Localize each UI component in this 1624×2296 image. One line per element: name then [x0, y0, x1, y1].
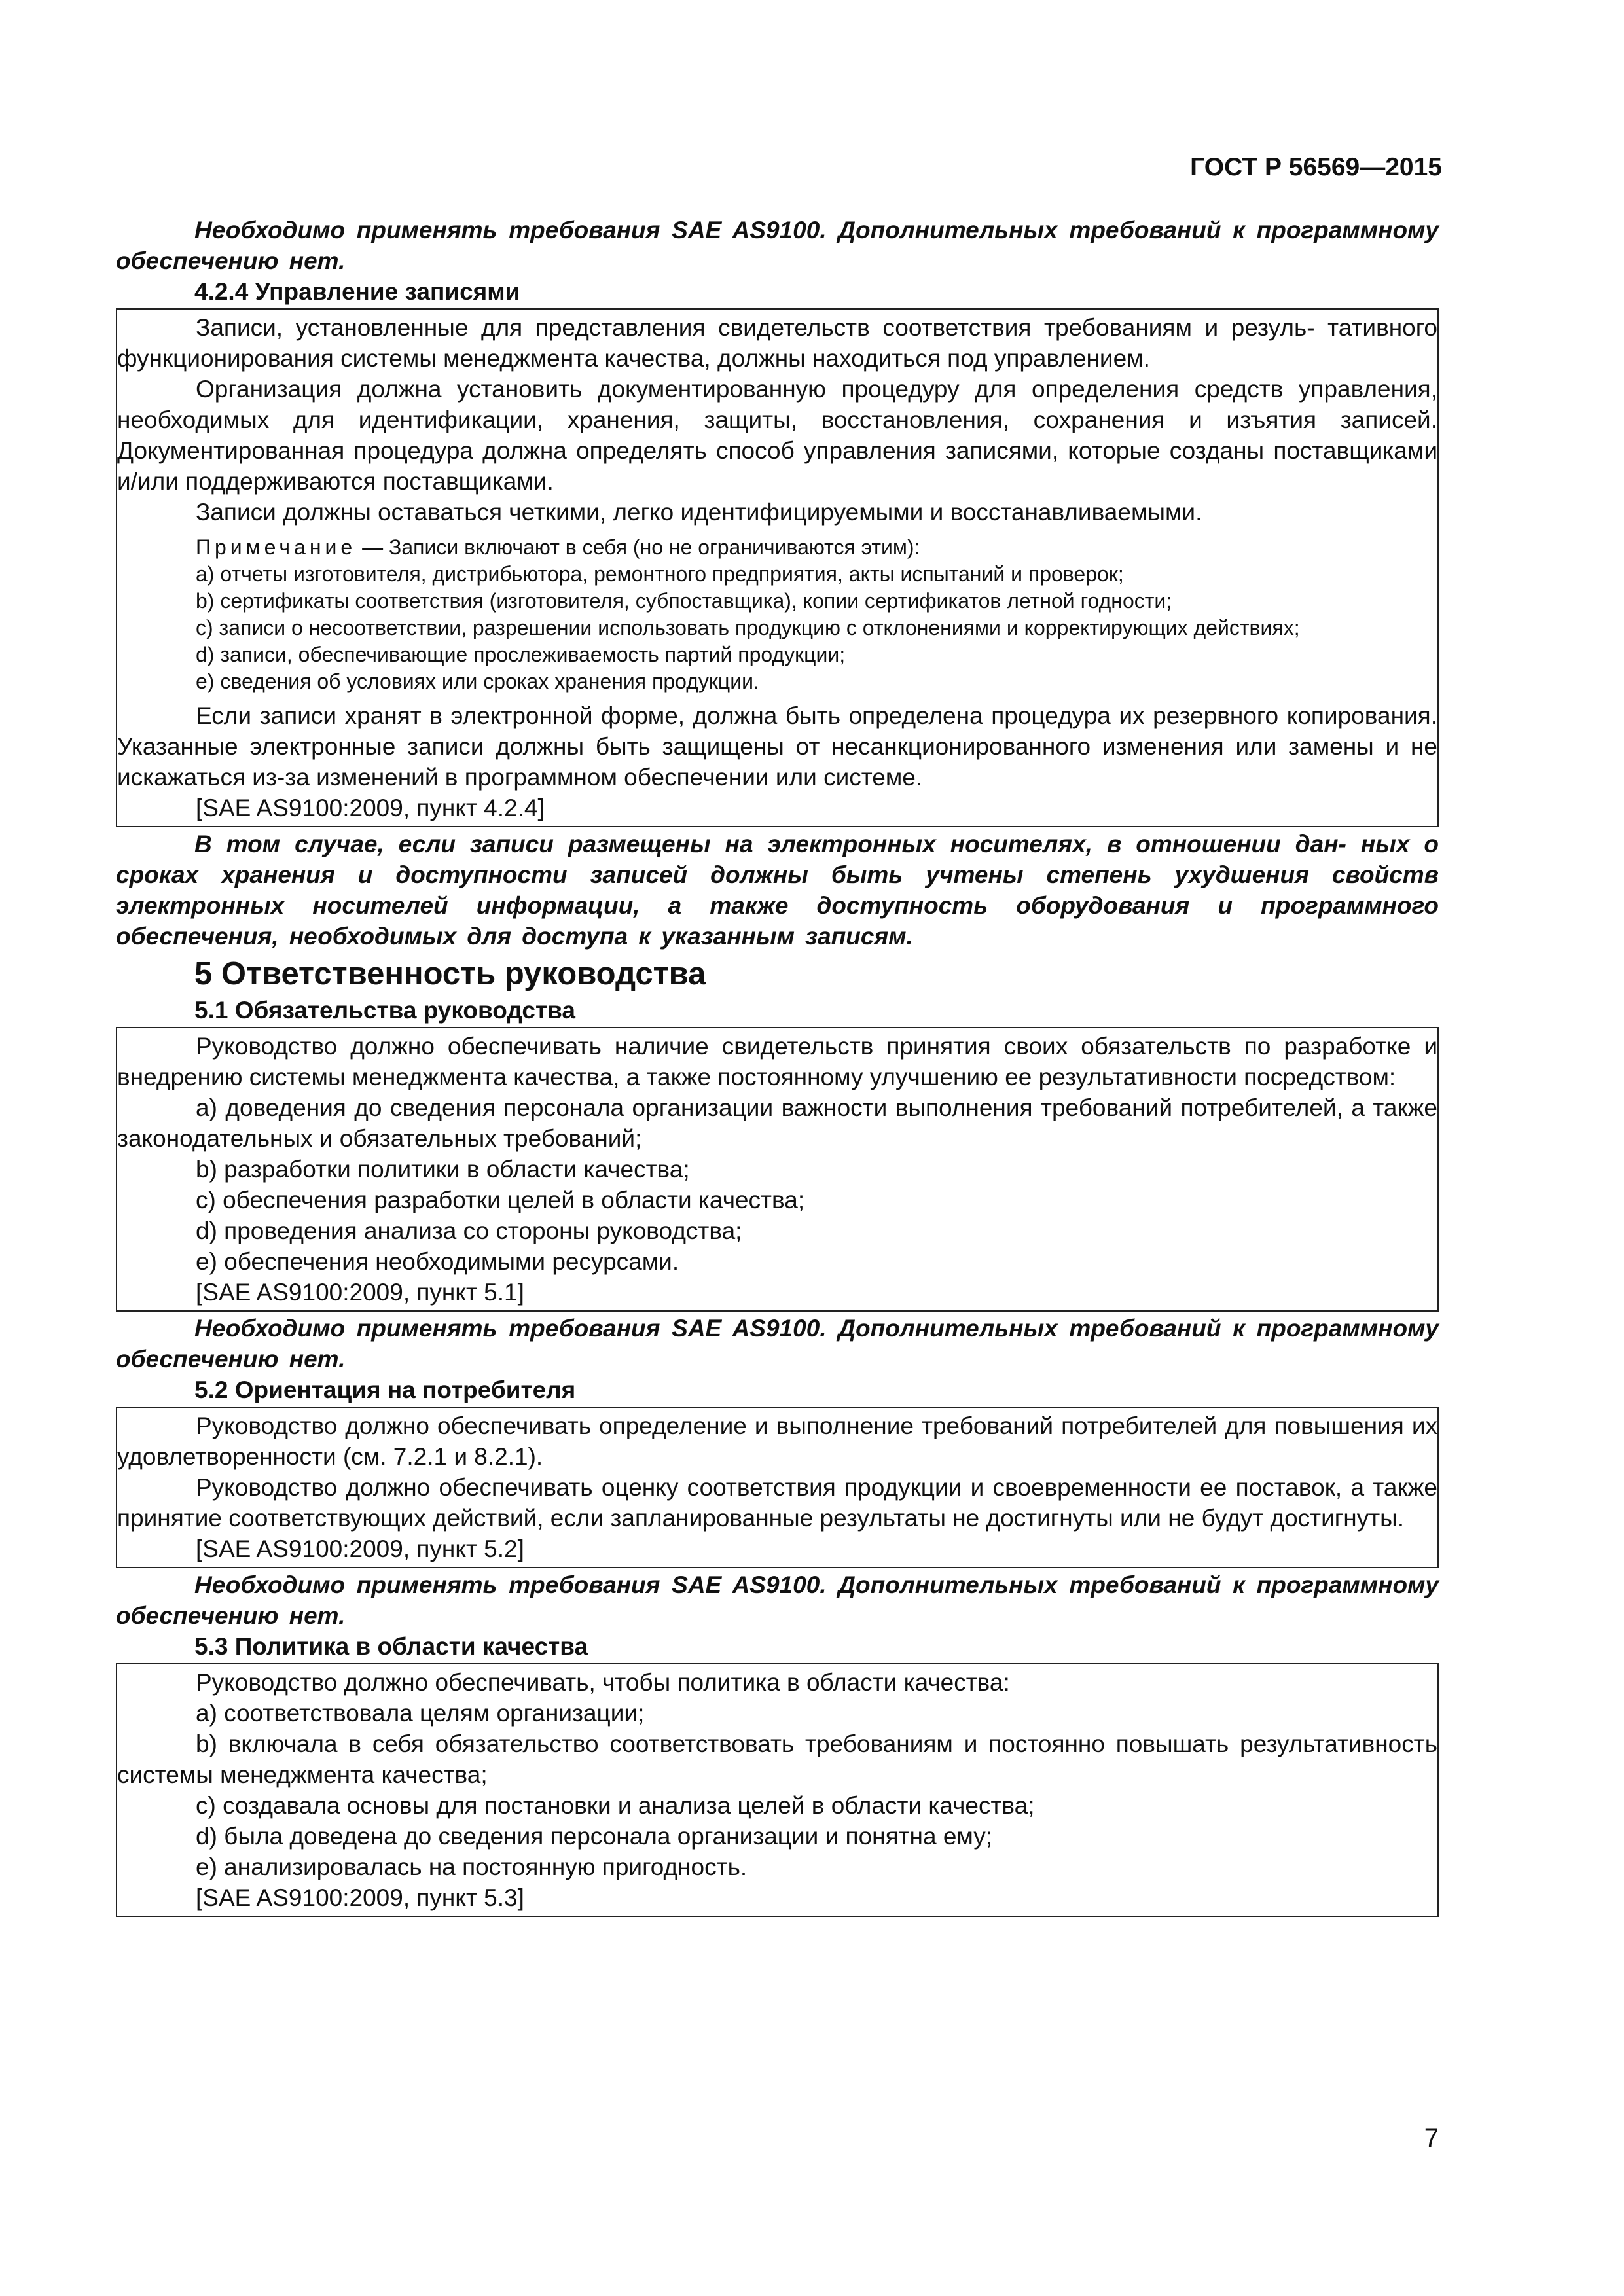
- box1-note-item-c: c) записи о несоответствии, разрешении использовать продукцию с отклонениями и корректирующих действиях;: [196, 616, 1300, 639]
- requirement-note-1: Необходимо применять требования SAE AS9100. Дополнительных требований к программному обеспечению нет.: [116, 217, 1439, 274]
- box1-paragraph-2: Организация должна установить документированную процедуру для определения средств управления, необходимых для идентификации, хранения, защиты, восстановления, сохранения и изъятия записей. Документированная процедура должна определять способ управления записями, которые созданы поставщиками и/или поддерживаются поставщиками.: [117, 376, 1437, 495]
- box2-reference: [SAE AS9100:2009, пункт 5.1]: [196, 1279, 524, 1306]
- box4-reference: [SAE AS9100:2009, пункт 5.3]: [196, 1884, 524, 1911]
- box1-paragraph-4: Если записи хранят в электронной форме, должна быть определена процедура их резервного копирования. Указанные электронные записи должны быть защищены от несанкционированного изменения или замены и не искажаться из-за изменений в программном обеспечении или системе.: [117, 702, 1437, 791]
- section-4-2-4-title: 4.2.4 Управление записями: [194, 278, 520, 305]
- box1-paragraph-1: Записи, установленные для представления свидетельств соответствия требованиям и резуль- тативного функционирования системы менеджмента качества, должны находиться под управлением.: [117, 314, 1437, 372]
- section-5-3-title: 5.3 Политика в области качества: [194, 1633, 588, 1660]
- box4-item-b: b) включала в себя обязательство соответствовать требованиям и постоянно повышать результативность системы менеджмента качества;: [117, 1731, 1437, 1788]
- box4-item-c: c) создавала основы для постановки и анализа целей в области качества;: [196, 1792, 1035, 1819]
- box1-note-item-a: a) отчеты изготовителя, дистрибьютора, ремонтного предприятия, акты испытаний и проверок;: [196, 562, 1124, 586]
- box2-item-d: d) проведения анализа со стороны руководства;: [196, 1217, 742, 1244]
- quoted-requirement-box-5-3: [116, 1663, 1439, 1917]
- box4-item-e: e) анализировалась на постоянную пригодность.: [196, 1854, 748, 1880]
- box1-reference: [SAE AS9100:2009, пункт 4.2.4]: [196, 795, 545, 821]
- box4-item-d: d) была доведена до сведения персонала организации и понятна ему;: [196, 1823, 993, 1850]
- section-5-title: 5 Ответственность руководства: [194, 956, 706, 992]
- box2-item-b: b) разработки политики в области качества;: [196, 1156, 690, 1183]
- requirement-note-3: Необходимо применять требования SAE AS9100. Дополнительных требований к программному обеспечению нет.: [116, 1571, 1439, 1629]
- box1-note-item-b: b) сертификаты соответствия (изготовителя, субпоставщика), копии сертификатов летной годности;: [196, 589, 1172, 613]
- document-code: ГОСТ Р 56569—2015: [1190, 153, 1442, 181]
- box3-paragraph-1: Руководство должно обеспечивать определение и выполнение требований потребителей для повышения их удовлетворенности (см. 7.2.1 и 8.2.1).: [117, 1412, 1437, 1470]
- box1-note-item-e: e) сведения об условиях или сроках хранения продукции.: [196, 670, 759, 693]
- section-5-1-title: 5.1 Обязательства руководства: [194, 997, 575, 1024]
- page-content: [116, 215, 1439, 1918]
- box2-paragraph-1: Руководство должно обеспечивать наличие свидетельств принятия своих обязательств по разработке и внедрению системы менеджмента качества, а также постоянному улучшению ее результативности посредством:: [117, 1033, 1437, 1090]
- box1-note-item-d: d) записи, обеспечивающие прослеживаемость партий продукции;: [196, 643, 846, 666]
- box1-note-heading: [117, 534, 1437, 561]
- quoted-requirement-box-5-2: [116, 1407, 1439, 1568]
- box2-item-a: a) доведения до сведения персонала организации важности выполнения требований потребителей, а также законодательных и обязательных требований;: [117, 1094, 1437, 1152]
- box2-item-c: c) обеспечения разработки целей в области качества;: [196, 1187, 805, 1213]
- quoted-requirement-box-4-2-4: [116, 308, 1439, 827]
- page-number: 7: [1424, 2124, 1439, 2153]
- section-5-2-title: 5.2 Ориентация на потребителя: [194, 1376, 576, 1403]
- box4-paragraph-1: Руководство должно обеспечивать, чтобы политика в области качества:: [196, 1669, 1010, 1696]
- box3-reference: [SAE AS9100:2009, пункт 5.2]: [196, 1535, 524, 1562]
- note-intro: — Записи включают в себя (но не ограничиваются этим):: [356, 535, 920, 559]
- note-label: Примечание: [196, 535, 357, 559]
- box3-paragraph-2: Руководство должно обеспечивать оценку соответствия продукции и своевременности ее поставок, а также принятие соответствующих действий, если запланированные результаты не достигнуты или не будут достигнуты.: [117, 1474, 1437, 1532]
- quoted-requirement-box-5-1: [116, 1027, 1439, 1312]
- requirement-note-2: Необходимо применять требования SAE AS9100. Дополнительных требований к программному обеспечению нет.: [116, 1315, 1439, 1372]
- box1-paragraph-3: Записи должны оставаться четкими, легко идентифицируемыми и восстанавливаемыми.: [196, 499, 1202, 526]
- box4-item-a: a) соответствовала целям организации;: [196, 1700, 645, 1727]
- electronic-records-note: В том случае, если записи размещены на электронных носителях, в отношении дан- ных о сроках хранения и доступности записей должны быть учтены степень ухудшения свойств электронных носителей информации, а также доступность оборудования и программного обеспечения, необходимых для доступа к указанным записям.: [116, 831, 1439, 950]
- box2-item-e: e) обеспечения необходимыми ресурсами.: [196, 1248, 679, 1275]
